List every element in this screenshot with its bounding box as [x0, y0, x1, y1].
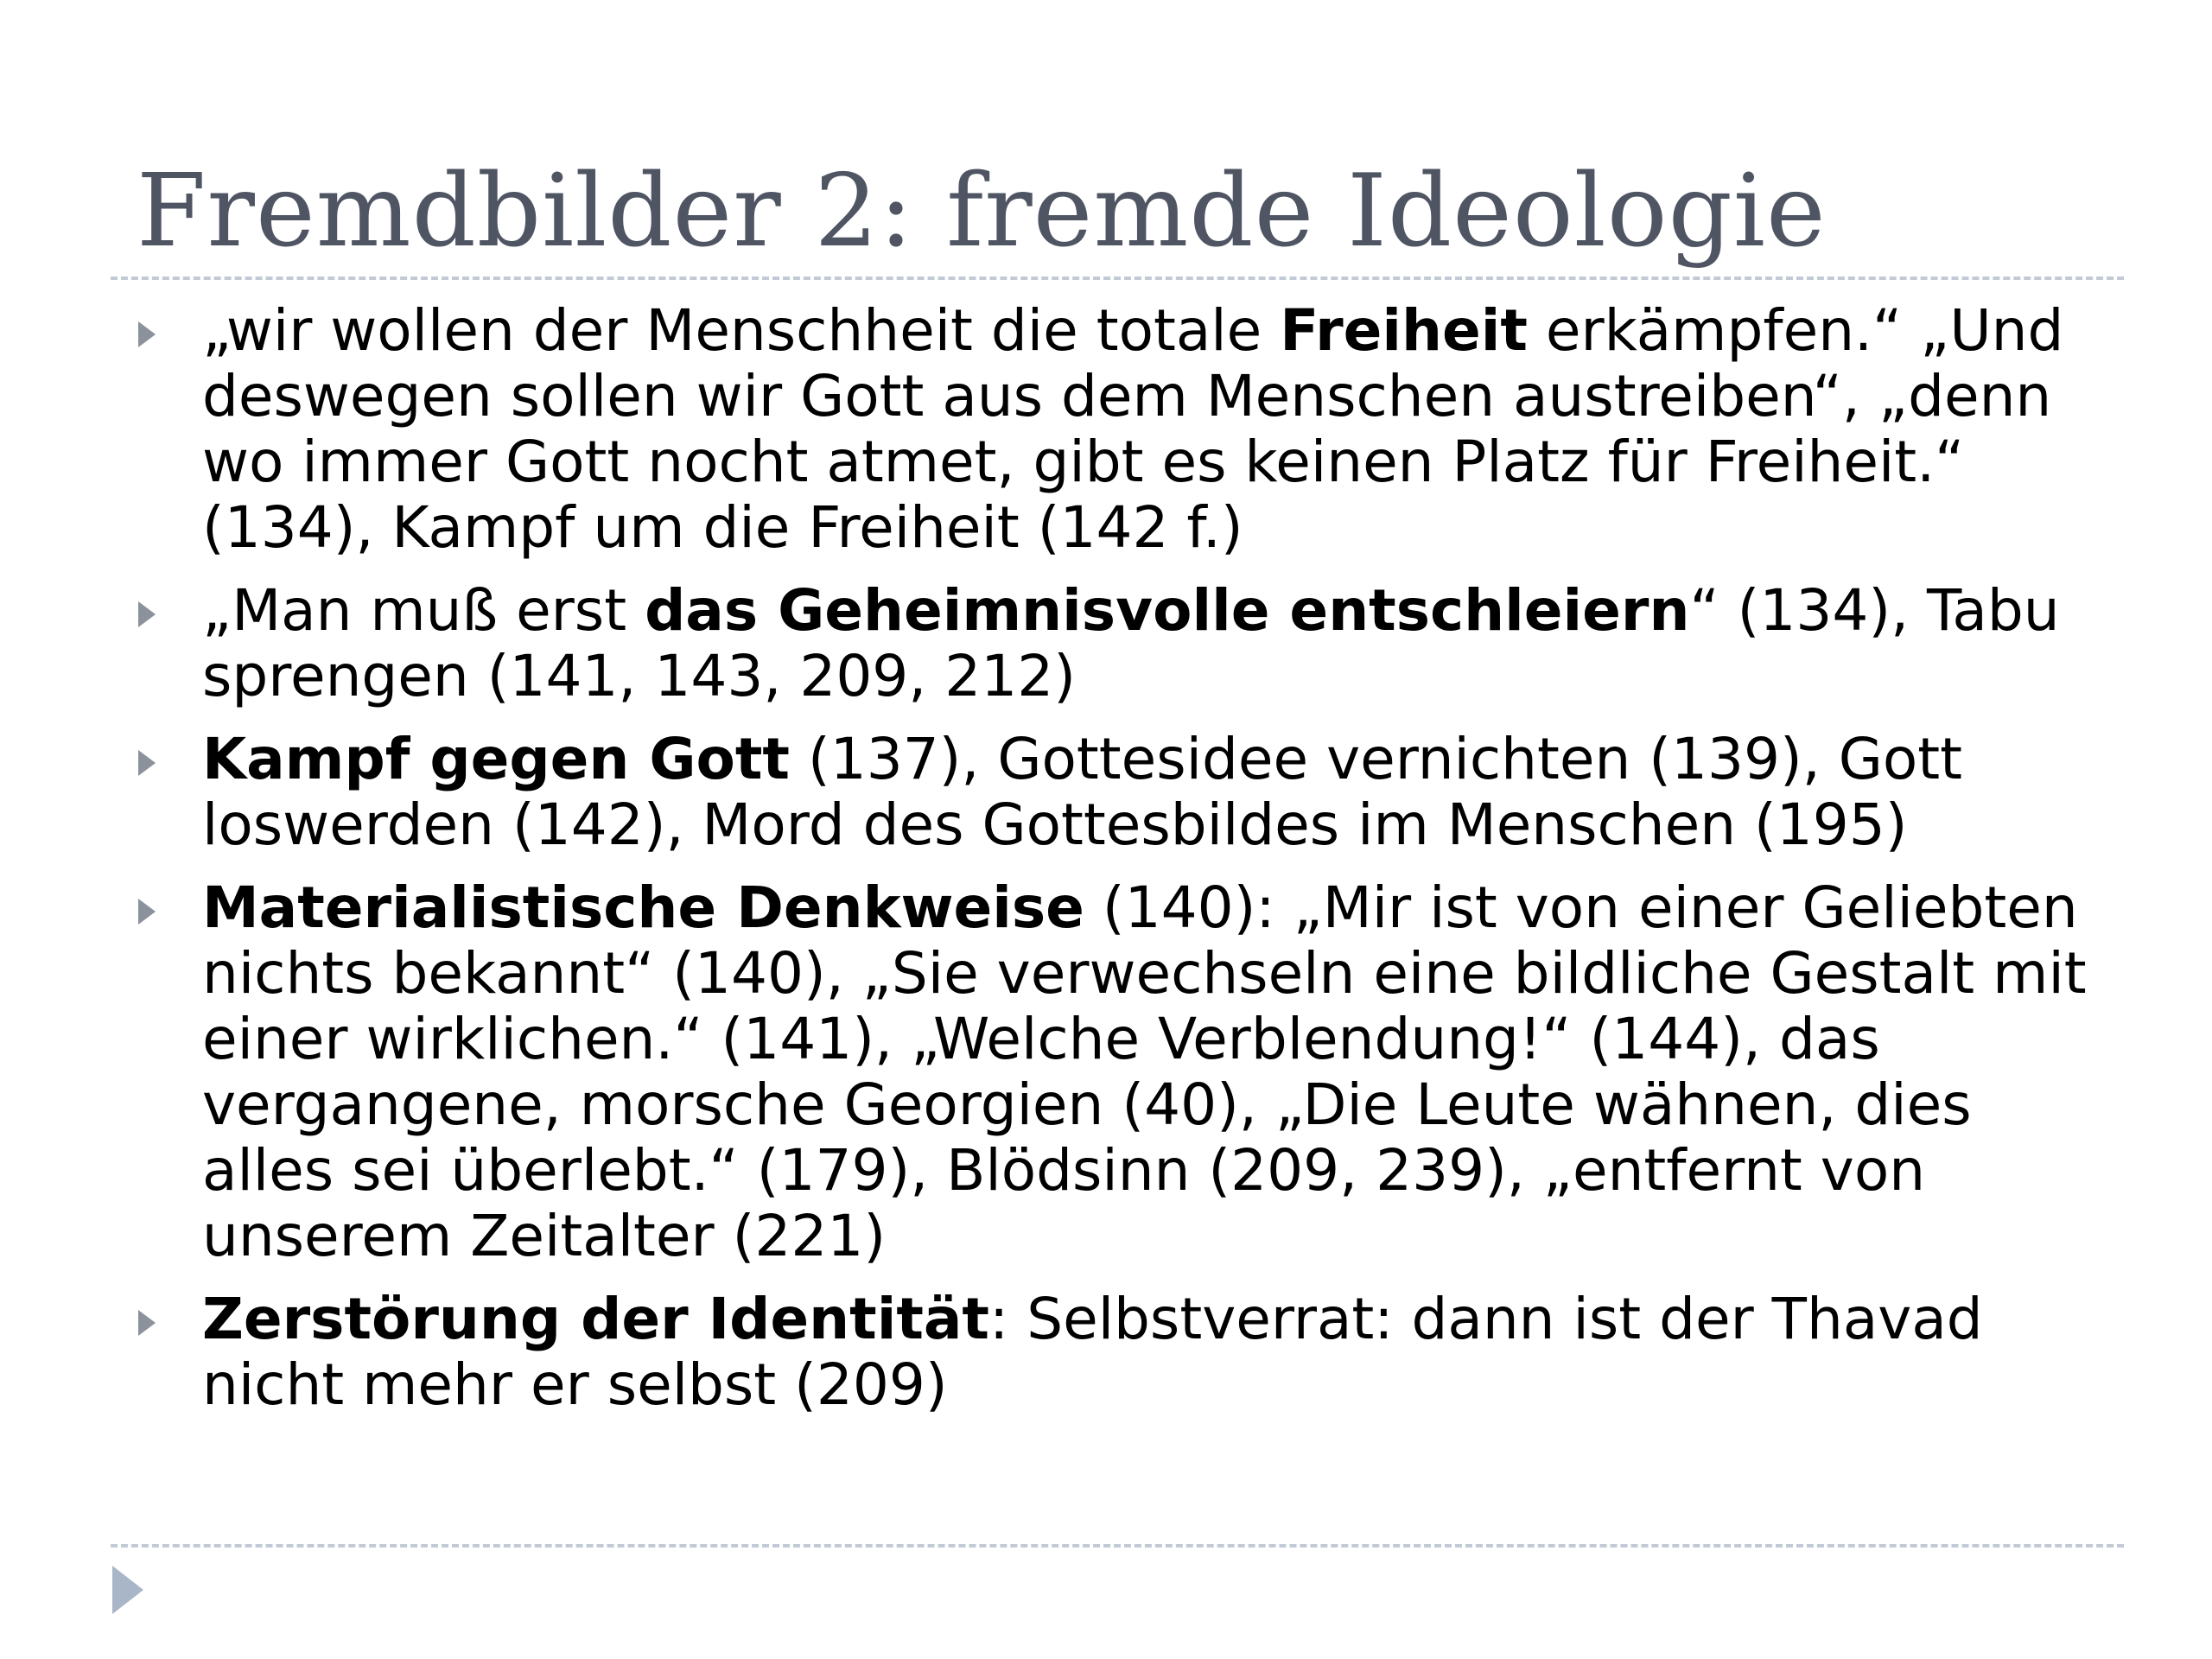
bullet-list [130, 298, 2100, 1435]
bullet-1-text: „wir wollen der Menschheit die totale [202, 297, 1281, 364]
bullet-5-emphasis: Zerstörung der Identität [202, 1286, 989, 1352]
bullet-item-2 [130, 578, 2100, 709]
bullet-item-1 [130, 298, 2100, 561]
title-divider [111, 276, 2124, 280]
bullet-1-emphasis: Freiheit [1280, 297, 1528, 364]
triangle-right-icon [138, 601, 156, 627]
triangle-right-icon [138, 1310, 156, 1336]
bullet-5-text-rest: : Selbstverrat: dann ist der Thavad nicht mehr er selbst (209) [202, 1286, 1983, 1418]
bullet-item-3 [130, 727, 2100, 858]
bullet-4-text-rest: (140): „Mir ist von einer Geliebten nichts bekannt“ (140), „Sie verwechseln eine bildliche Gestalt mit einer wirklichen.“ (141), „Welche Verblendung!“ (144), das vergangene, morsche Georgien (40), „Die Leute wähnen, dies alles sei überlebt.“ (179), Blödsinn (209, 239), „entfernt von unserem Zeitalter (221) [202, 874, 2087, 1269]
bullet-2-emphasis: das Geheimnisvolle entschleiern [645, 577, 1690, 644]
triangle-right-icon [138, 750, 156, 776]
bullet-item-4 [130, 875, 2100, 1269]
bullet-2-text-rest: “ (134), Tabu sprengen (141, 143, 209, 212) [202, 577, 2060, 709]
bullet-3-emphasis: Kampf gegen Gott [202, 726, 790, 792]
bullet-item-5 [130, 1287, 2100, 1418]
bullet-3-text-rest: (137), Gottesidee vernichten (139), Gott loswerden (142), Mord des Gottesbildes im Menschen (195) [202, 726, 1963, 858]
slide-title: Fremdbilder 2: fremde Ideologie [137, 153, 1827, 270]
footer-divider [111, 1544, 2124, 1548]
bullet-1-text-rest: erkämpfen.“ „Und deswegen sollen wir Gott aus dem Menschen austreiben“, „denn wo immer Gott nocht atmet, gibt es keinen Platz für Freiheit.“ (134), Kampf um die Freiheit (142 f.) [202, 297, 2064, 561]
bullet-2-text: „Man muß erst [202, 577, 645, 644]
triangle-right-icon [138, 321, 156, 347]
next-slide-arrow-icon[interactable] [112, 1566, 143, 1614]
bullet-4-emphasis: Materialistische Denkweise [202, 874, 1084, 941]
triangle-right-icon [138, 899, 156, 925]
